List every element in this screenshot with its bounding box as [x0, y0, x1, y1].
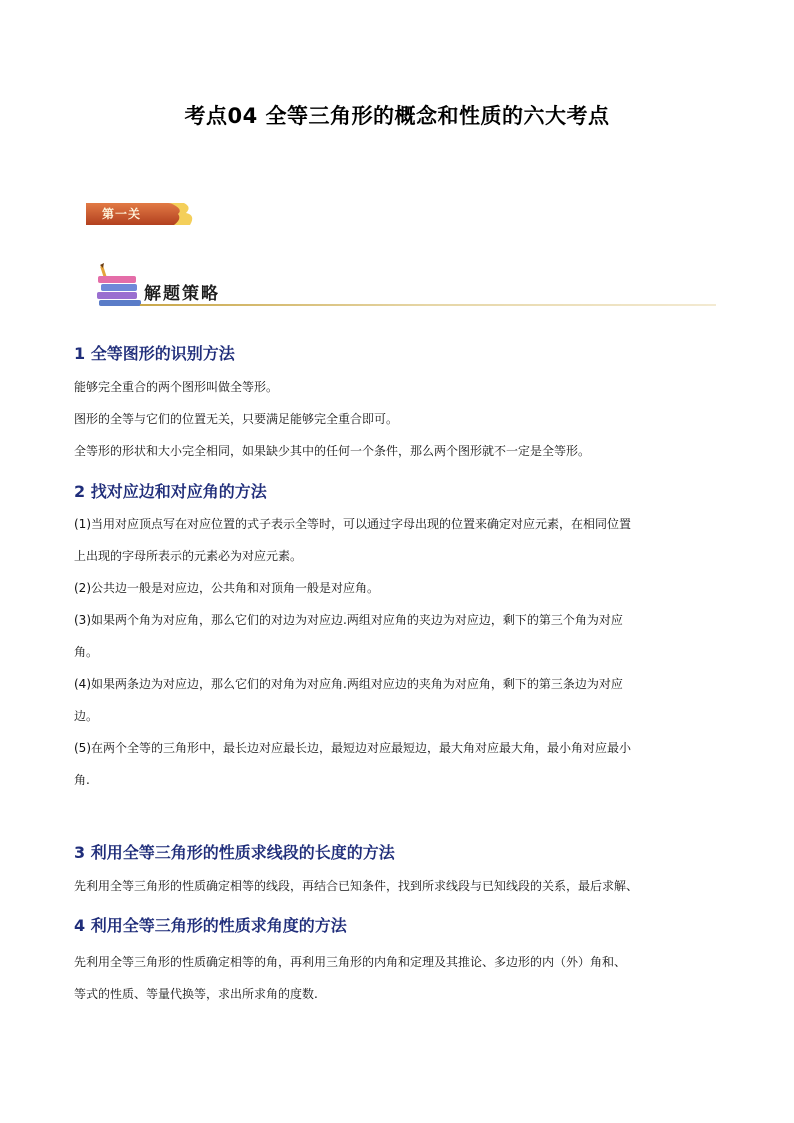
section-2-line-9: 角. — [74, 773, 90, 787]
level-badge-label: 第一关 — [102, 207, 142, 221]
section-2-line-8: (5)在两个全等的三角形中，最长边对应最长边，最短边对应最短边，最大角对应最大角，最小角对应最小 — [74, 741, 632, 755]
section-4-heading: 4 利用全等三角形的性质求角度的方法 — [74, 916, 347, 935]
section-2-line-3: (2)公共边一般是对应边，公共角和对顶角一般是对应角。 — [74, 581, 380, 595]
section-1-line-2: 图形的全等与它们的位置无关，只要满足能够完全重合即可。 — [74, 412, 399, 426]
strategy-label: 解题策略 — [144, 284, 220, 304]
section-1-line-3: 全等形的形状和大小完全相同，如果缺少其中的任何一个条件，那么两个图形就不一定是全等形。 — [74, 444, 591, 458]
section-2-line-4: (3)如果两个角为对应角，那么它们的对边为对应边.两组对应角的夹边为对应边，剩下的第三个角为对应 — [74, 613, 623, 627]
section-4-line-2: 等式的性质、等量代换等，求出所求角的度数. — [74, 987, 318, 1001]
section-4-line-1: 先利用全等三角形的性质确定相等的角，再利用三角形的内角和定理及其推论、多边形的内（外）角和、 — [74, 955, 627, 969]
strategy-header — [96, 262, 716, 312]
section-2-line-6: (4)如果两条边为对应边，那么它们的对角为对应角.两组对应边的夹角为对应角，剩下的第三条边为对应 — [74, 677, 623, 691]
page-title: 考点04 全等三角形的概念和性质的六大考点 — [184, 104, 610, 128]
section-2-line-5: 角。 — [74, 645, 99, 659]
section-1-heading: 1 全等图形的识别方法 — [74, 344, 235, 363]
strategy-divider — [140, 304, 716, 306]
section-3-heading: 3 利用全等三角形的性质求线段的长度的方法 — [74, 843, 395, 862]
section-2-line-7: 边。 — [74, 709, 99, 723]
section-2-line-1: (1)当用对应顶点写在对应位置的式子表示全等时，可以通过字母出现的位置来确定对应元素，在相同位置 — [74, 517, 632, 531]
books-pencil-icon — [96, 262, 144, 308]
level-badge — [86, 201, 198, 227]
section-2-heading: 2 找对应边和对应角的方法 — [74, 482, 267, 501]
section-2-line-2: 上出现的字母所表示的元素必为对应元素。 — [74, 549, 303, 563]
section-3-line-1: 先利用全等三角形的性质确定相等的线段，再结合已知条件，找到所求线段与已知线段的关系，最后求解、 — [74, 879, 639, 893]
section-1-line-1: 能够完全重合的两个图形叫做全等形。 — [74, 380, 279, 394]
